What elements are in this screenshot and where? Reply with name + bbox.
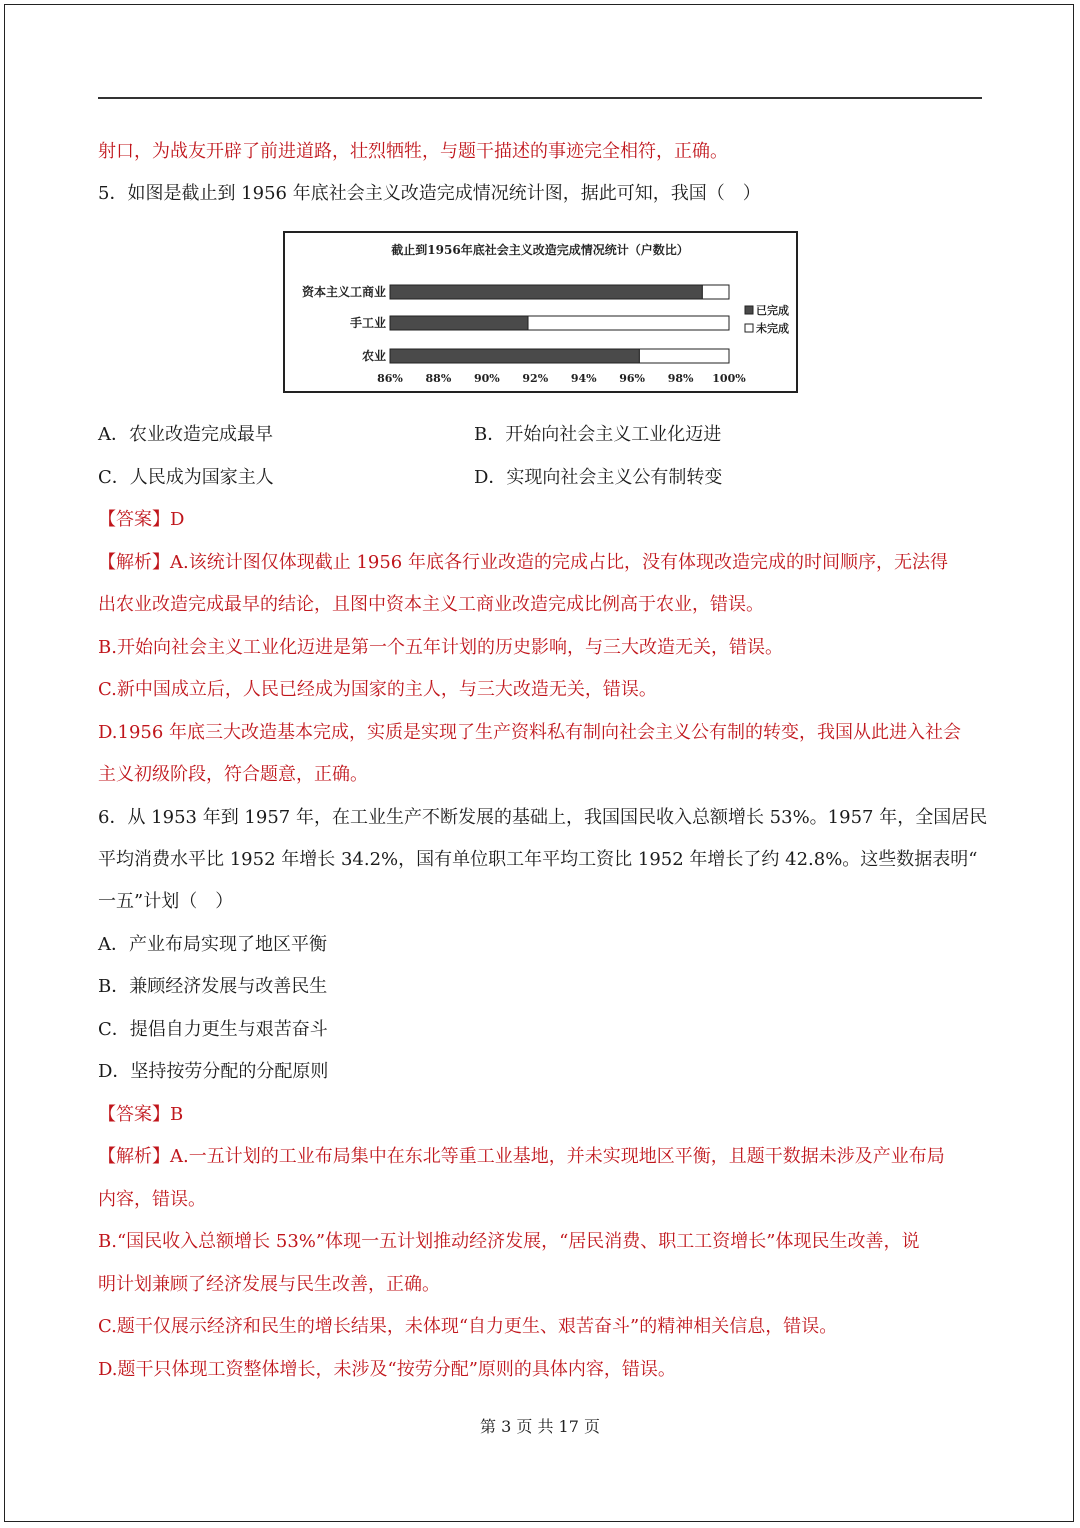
x-tick-label: 90% xyxy=(473,372,500,385)
q6-option-c: C．提倡自力更生与艰苦奋斗 xyxy=(98,1019,328,1040)
x-tick-label: 100% xyxy=(712,372,746,385)
reform-completion-chart xyxy=(283,231,798,393)
q5-explanation-2: 出农业改造完成最早的结论，且图中资本主义工商业改造完成比例高于农业，错误。 xyxy=(98,594,764,615)
category-label: 手工业 xyxy=(349,316,386,330)
q5-explanation-4: C.新中国成立后，人民已经成为国家的主人，与三大改造无关，错误。 xyxy=(98,679,657,700)
bar-completed xyxy=(390,349,639,363)
question-5-stem: 5．如图是截止到 1956 年底社会主义改造完成情况统计图，据此可知，我国（ ） xyxy=(98,183,761,204)
bar-not-completed xyxy=(702,285,729,299)
x-tick-label: 98% xyxy=(667,372,694,385)
question-6-stem-1: 6．从 1953 年到 1957 年，在工业生产不断发展的基础上，我国国民收入总额增长 53%。1957 年，全国居民 xyxy=(98,807,988,828)
q5-option-d: D．实现向社会主义公有制转变 xyxy=(474,467,723,488)
legend-swatch-not-completed xyxy=(745,324,753,332)
q6-explanation-2: 内容，错误。 xyxy=(98,1189,206,1210)
q5-answer: 【答案】D xyxy=(98,509,185,530)
x-tick-label: 86% xyxy=(377,372,403,385)
q6-explanation-6: D.题干只体现工资整体增长，未涉及“按劳分配”原则的具体内容，错误。 xyxy=(98,1359,676,1380)
q5-explanation-6: 主义初级阶段，符合题意，正确。 xyxy=(98,764,368,785)
prev-explanation-end: 射口，为战友开辟了前进道路，壮烈牺牲，与题干描述的事迹完全相符，正确。 xyxy=(98,141,728,162)
q6-answer: 【答案】B xyxy=(98,1104,184,1125)
q6-explanation-3: B.“国民收入总额增长 53%”体现一五计划推动经济发展，“居民消费、职工工资增长”体现民生改善，说 xyxy=(98,1231,920,1252)
q5-option-c: C．人民成为国家主人 xyxy=(98,467,274,488)
chart-canvas xyxy=(285,233,796,391)
x-tick-label: 94% xyxy=(570,372,597,385)
q6-option-a: A．产业布局实现了地区平衡 xyxy=(98,934,327,955)
q5-option-b: B．开始向社会主义工业化迈进 xyxy=(474,424,722,445)
bar-not-completed xyxy=(639,349,729,363)
bar-not-completed xyxy=(528,316,729,330)
q6-option-d: D．坚持按劳分配的分配原则 xyxy=(98,1061,329,1082)
chart-title: 截止到1956年底社会主义改造完成情况统计（户数比） xyxy=(391,243,689,257)
bar-completed xyxy=(390,316,528,330)
bar-completed xyxy=(390,285,702,299)
question-6-stem-2: 平均消费水平比 1952 年增长 34.2%，国有单位职工年平均工资比 1952 年增长了约 42.8%。这些数据表明“ xyxy=(98,849,978,870)
q6-explanation-4: 明计划兼顾了经济发展与民生改善，正确。 xyxy=(98,1274,440,1295)
q5-explanation-1: 【解析】A.该统计图仅体现截止 1956 年底各行业改造的完成占比，没有体现改造完成的时间顺序，无法得 xyxy=(98,552,948,573)
q6-explanation-1: 【解析】A.一五计划的工业布局集中在东北等重工业基地，并未实现地区平衡，且题干数据未涉及产业布局 xyxy=(98,1146,945,1167)
question-6-stem-3: 一五”计划（ ） xyxy=(98,891,234,912)
x-tick-label: 92% xyxy=(522,372,549,385)
q5-option-a: A．农业改造完成最早 xyxy=(98,424,273,445)
q5-explanation-3: B.开始向社会主义工业化迈进是第一个五年计划的历史影响，与三大改造无关，错误。 xyxy=(98,637,783,658)
page-number: 第 3 页 共 17 页 xyxy=(480,1417,600,1436)
category-label: 资本主义工商业 xyxy=(301,285,386,299)
legend-label-completed: 已完成 xyxy=(756,304,789,317)
x-tick-label: 88% xyxy=(425,372,452,385)
x-tick-label: 96% xyxy=(619,372,646,385)
q6-option-b: B．兼顾经济发展与改善民生 xyxy=(98,976,328,997)
legend-swatch-completed xyxy=(745,306,753,314)
legend-label-not-completed: 未完成 xyxy=(756,322,789,335)
category-label: 农业 xyxy=(361,349,386,363)
q5-explanation-5: D.1956 年底三大改造基本完成，实质是实现了生产资料私有制向社会主义公有制的转变，我国从此进入社会 xyxy=(98,722,962,743)
q6-explanation-5: C.题干仅展示经济和民生的增长结果，未体现“自力更生、艰苦奋斗”的精神相关信息，错误。 xyxy=(98,1316,838,1337)
header-rule xyxy=(98,97,982,99)
